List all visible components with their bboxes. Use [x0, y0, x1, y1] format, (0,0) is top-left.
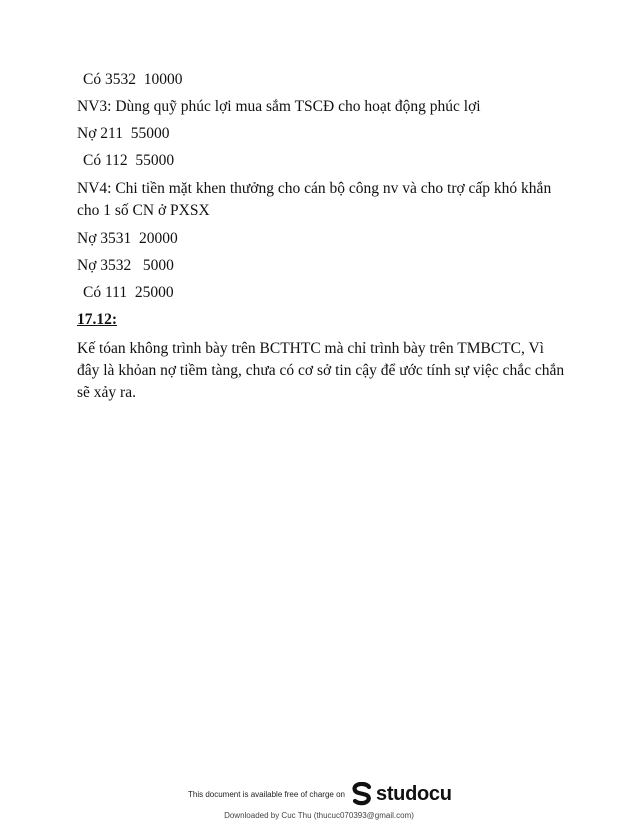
answer-paragraph: Kế tóan không trình bày trên BCTHTC mà chỉ trình bày trên TMBCTC, Vì đây là khỏan nợ tiềm tàng, chưa có cơ sở tin cậy để ước tính sự việc chắc chắn sẽ xảy ra. — [77, 340, 565, 401]
download-notice: Downloaded by Cuc Thu (thucuc070393@gmail.com) — [224, 811, 414, 820]
journal-line: Nợ 3531 20000 — [77, 230, 178, 247]
studocu-logo-icon — [351, 782, 373, 806]
journal-line: Có 3532 10000 — [83, 71, 183, 88]
section-heading: 17.12: — [77, 311, 118, 328]
page-footer — [0, 780, 638, 826]
studocu-logo-link[interactable] — [351, 782, 452, 806]
transaction-description: NV3: Dùng quỹ phúc lợi mua sắm TSCĐ cho hoạt động phúc lợi — [77, 98, 481, 115]
studocu-wordmark: studocu — [376, 782, 452, 805]
document-body — [77, 70, 567, 411]
journal-line: Có 112 55000 — [83, 152, 175, 169]
availability-notice: This document is available free of charge on — [188, 790, 345, 799]
journal-line: Nợ 211 55000 — [77, 125, 170, 142]
transaction-description: NV4: Chi tiền mặt khen thưởng cho cán bộ công nv và cho trợ cấp khó khắn cho 1 số CN ở PXSX — [77, 180, 552, 219]
journal-line: Có 111 25000 — [83, 284, 174, 301]
journal-line: Nợ 3532 5000 — [77, 257, 174, 274]
